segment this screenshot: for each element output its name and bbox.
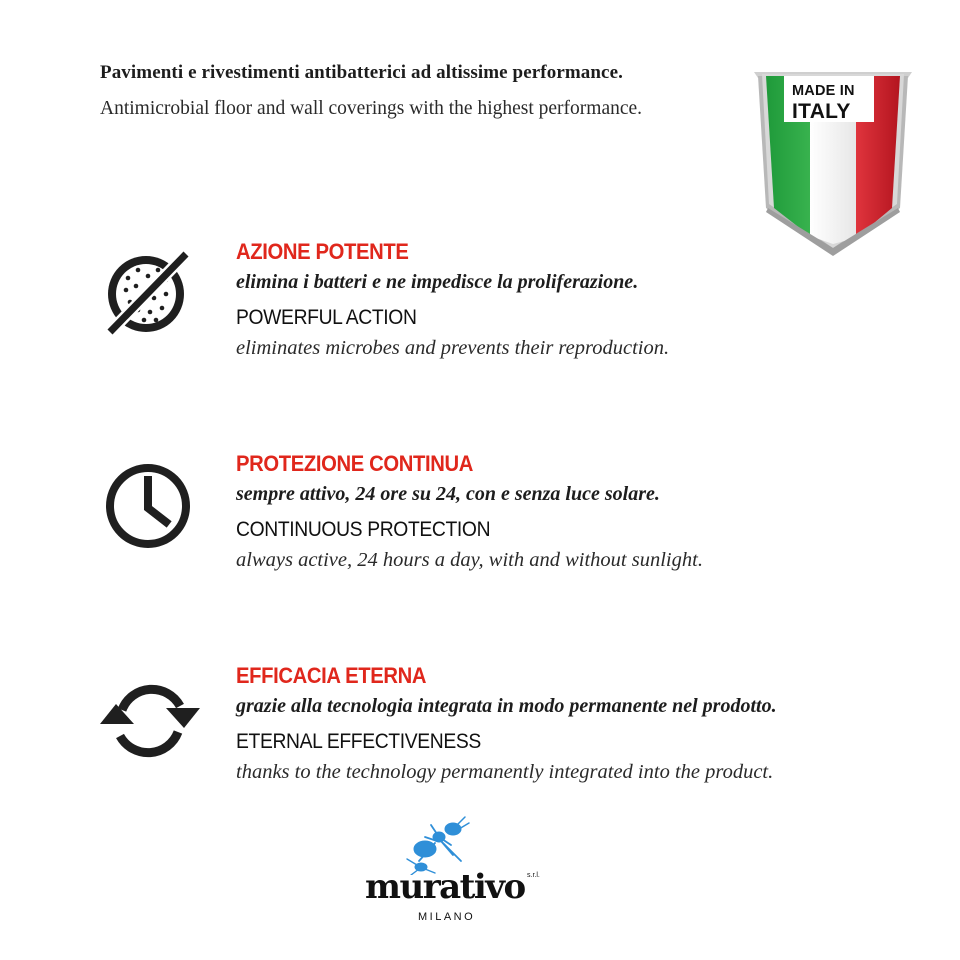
feature-desc-en: eliminates microbes and prevents their reproduction. xyxy=(236,337,670,360)
feature-desc-it: grazie alla tecnologia integrata in modo permanente nel prodotto. xyxy=(236,695,777,718)
feature-desc-it: elimina i batteri e ne impedisce la proliferazione. xyxy=(236,271,639,294)
made-in-italy-label xyxy=(792,84,872,122)
logo-suffix: s.r.l. xyxy=(527,872,540,879)
ant-icon xyxy=(355,815,555,875)
feature-desc-en: thanks to the technology permanently integrated into the product. xyxy=(236,761,774,784)
feature-title-en: POWERFUL ACTION xyxy=(236,306,417,330)
page-subtitle: Antimicrobial floor and wall coverings with the highest performance. xyxy=(100,98,643,119)
no-bacteria-icon xyxy=(100,248,200,348)
feature-eternal-effectiveness xyxy=(100,663,900,802)
badge-line-1: MADE IN xyxy=(792,83,855,99)
feature-desc-en: always active, 24 hours a day, with and without sunlight. xyxy=(236,549,703,572)
feature-title-en: CONTINUOUS PROTECTION xyxy=(236,518,491,542)
logo-city: MILANO xyxy=(418,911,476,923)
feature-title-it: EFFICACIA ETERNA xyxy=(236,663,427,688)
murativo-logo xyxy=(355,815,555,930)
feature-title-en: ETERNAL EFFECTIVENESS xyxy=(236,730,481,754)
feature-continuous-protection xyxy=(100,451,900,590)
logo-brand: murativo xyxy=(365,867,525,907)
badge-line-2: ITALY xyxy=(792,99,851,123)
made-in-italy-badge xyxy=(748,68,918,258)
header xyxy=(100,62,740,120)
feature-powerful-action xyxy=(100,239,900,378)
refresh-cycle-icon xyxy=(100,672,200,772)
feature-title-it: AZIONE POTENTE xyxy=(236,239,409,264)
clock-icon xyxy=(100,460,200,560)
feature-title-it: PROTEZIONE CONTINUA xyxy=(236,451,474,476)
page-title: Pavimenti e rivestimenti antibatterici ad altissime performance. xyxy=(100,62,623,83)
feature-desc-it: sempre attivo, 24 ore su 24, con e senza luce solare. xyxy=(236,483,660,506)
